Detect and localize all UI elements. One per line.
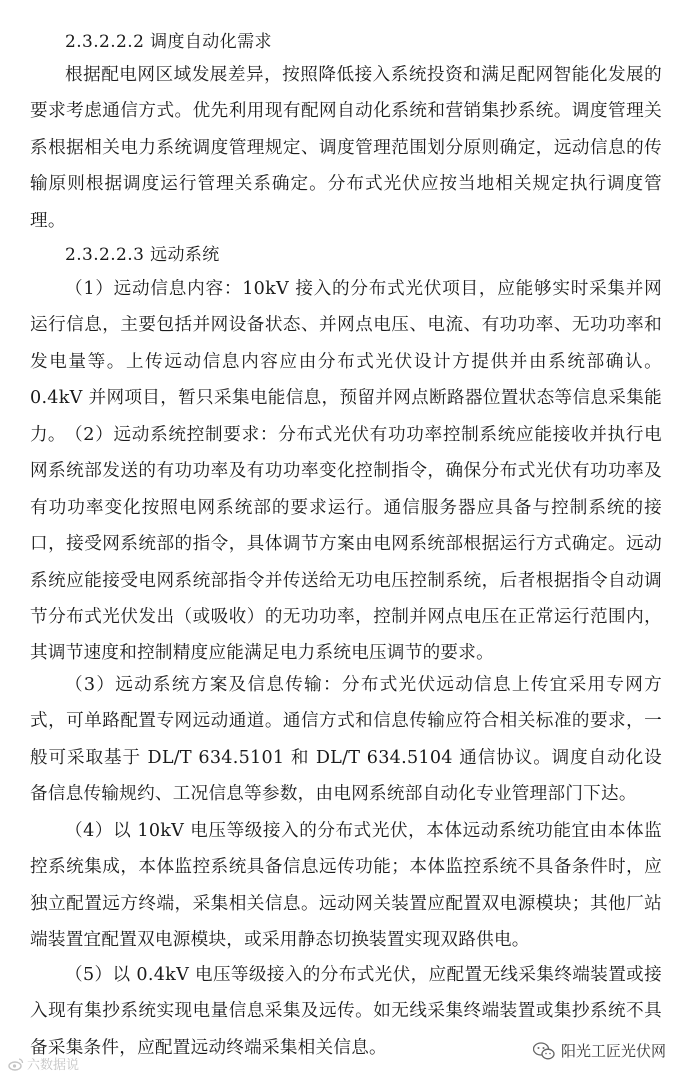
paragraph-dispatch: 根据配电网区域发展差异，按照降低接入系统投资和满足配网智能化发展的要求考虑通信方式。优先利用现有配网自动化系统和营销集抄系统。调度管理关系根据相关电力系统调度管理规定、调度管理范围划分原则确定，远动信息的传输原则根据调度运行管理关系确定。分布式光伏应按当地相关规定执行调度管理。 bbox=[30, 65, 662, 231]
watermark-left-text: 六数据说 bbox=[27, 1058, 80, 1073]
weibo-icon bbox=[8, 1057, 24, 1071]
paragraph-item-1: （1）远动信息内容：10kV 接入的分布式光伏项目，应能够实时采集并网运行信息，主要包括并网设备状态、并网点电压、电流、有功功率、无功功率和发电量等。上传远动信息内容应由分布式光伏设计方提供并由系统部确认。0.4kV 并网项目，暂只采集电能信息，预留并网点断路器位置状态等信息采集能力。 bbox=[30, 279, 662, 445]
paragraph-item-4: （4）以 10kV 电压等级接入的分布式光伏，本体远动系统功能宜由本体监控系统集成，本体监控系统具备信息远传功能；本体监控系统不具备条件时，应独立配置远方终端，采集相关信息。远动网关装置应配置双电源模块；其他厂站端装置宜配置双电源模块，或采用静态切换装置实现双路供电。 bbox=[30, 821, 662, 951]
paragraph-item-2: （2）远动系统控制要求：分布式光伏有功功率控制系统应能接收并执行电网系统部发送的有功功率及有功功率变化控制指令，确保分布式光伏有功功率及有功功率变化按照电网系统部的要求运行。通信服务器应具备与控制系统的接口，接受网系统部的指令，具体调节方案由电网系统部根据运行方式确定。远动系统应能接受电网系统部指令并传送给无功电压控制系统，后者根据指令自动调节分布式光伏发出（或吸收）的无功功率，控制并网点电压在正常运行范围内，其调节速度和控制精度应能满足电力系统电压调节的要求。 bbox=[30, 425, 662, 664]
wechat-icon bbox=[533, 1042, 555, 1060]
footer-watermark-right bbox=[533, 1040, 666, 1061]
section-heading-dispatch: 2.3.2.2.2 调度自动化需求 bbox=[65, 32, 272, 52]
paragraph-item-5: （5）以 0.4kV 电压等级接入的分布式光伏，应配置无线采集终端装置或接入现有集抄系统实现电量信息采集及远传。如无线采集终端装置或集抄系统不具备采集条件，应配置远动终端采集相关信息。 bbox=[30, 965, 662, 1058]
section-heading-telecontrol: 2.3.2.2.3 远动系统 bbox=[65, 245, 220, 265]
paragraph-item-3: （3）远动系统方案及信息传输：分布式光伏远动信息上传宜采用专网方式，可单路配置专网远动通道。通信方式和信息传输应符合相关标准的要求，一般可采取基于 DL/T 634.5101 和 DL/T 634.5104 通信协议。调度自动化设备信息传输规约、工况信息等参数，由电网系统部自动化专业管理部门下达。 bbox=[30, 675, 662, 805]
watermark-right-text: 阳光工匠光伏网 bbox=[560, 1042, 666, 1060]
footer-watermark-left bbox=[8, 1054, 79, 1073]
